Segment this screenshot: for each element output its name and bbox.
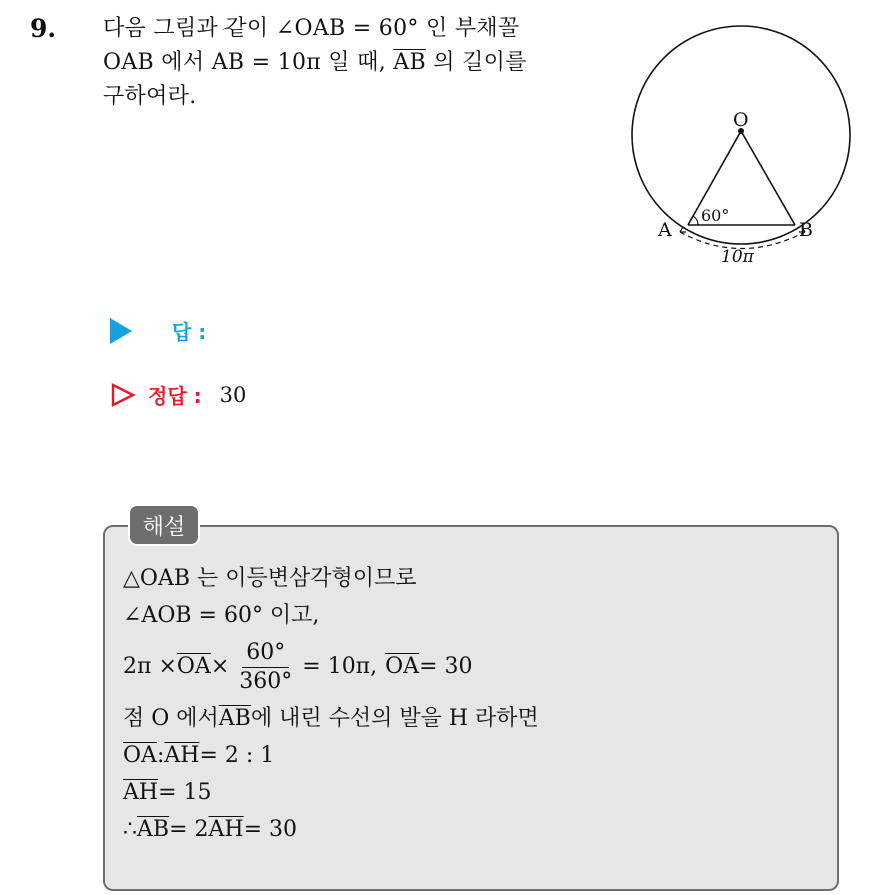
question-line-2 — [103, 46, 613, 80]
solution-fragment: 에 내린 수선의 발을 H 라하면 — [250, 705, 539, 731]
solution-fragment: 2π × — [123, 654, 177, 679]
correct-answer-row — [110, 380, 246, 409]
solution-line-5 — [123, 737, 823, 774]
solution-fragment: = 30 — [419, 654, 473, 679]
correct-answer-label: 정답 : — [148, 384, 202, 408]
solution-fragment: 점 O 에서 — [123, 705, 219, 731]
segment-ab-symbol: $\overline{AB}$ — [137, 816, 170, 842]
sector-figure — [625, 20, 860, 275]
play-triangle-icon — [110, 318, 132, 344]
solution-line-7 — [123, 811, 823, 848]
arc-length-label: 10π — [721, 247, 754, 267]
correct-answer-value: 30 — [219, 382, 247, 407]
segment-ah-symbol: $\overline{AH}$ — [123, 779, 159, 805]
fraction-numerator: 60° — [242, 639, 289, 668]
angle-label: 60° — [701, 206, 730, 225]
solution-content — [123, 560, 823, 848]
segment-oa-symbol: $\overline{OA}$ — [176, 654, 211, 679]
label-a: A — [658, 219, 672, 241]
answer-row — [110, 316, 206, 345]
outline-triangle-icon — [110, 382, 136, 408]
solution-fragment: × — [210, 654, 230, 679]
solution-fragment: = 2 : 1 — [199, 742, 275, 768]
question-line-3: 구하여라. — [103, 84, 197, 109]
segment-ab-symbol: $\overline{AB}$ — [393, 50, 426, 75]
segment-ob — [741, 131, 795, 225]
segment-ab-symbol: $\overline{AB}$ — [218, 705, 251, 731]
solution-fragment: : — [156, 742, 165, 768]
solution-fragment: = 10π, — [302, 654, 378, 679]
segment-oa-symbol: $\overline{OA}$ — [123, 742, 157, 768]
arc-ab-symbol: ⌒ AB — [212, 46, 245, 80]
angle-arc-a — [693, 216, 698, 225]
segment-ah-symbol: $\overline{AH}$ — [164, 742, 200, 768]
segment-oa-symbol: $\overline{OA}$ — [385, 654, 420, 679]
solution-line-2: ∠AOB = 60° 이고, — [123, 602, 320, 628]
question-text-fragment: OAB 에서 — [103, 50, 212, 75]
label-b: B — [799, 219, 813, 241]
question-text-fragment: = 10π 일 때, — [244, 50, 394, 75]
solution-fragment: = 2 — [169, 816, 209, 842]
solution-fragment: = 30 — [243, 816, 297, 842]
circle-outline — [632, 26, 850, 244]
question-number: 9. — [30, 14, 57, 43]
fraction — [235, 639, 296, 696]
fraction-denominator: 360° — [239, 668, 293, 694]
question-text-fragment: 의 길이를 — [425, 50, 527, 75]
solution-line-6 — [123, 774, 823, 811]
question-text — [103, 12, 613, 114]
question-line-1: 다음 그림과 같이 ∠OAB = 60° 인 부채꼴 — [103, 16, 520, 41]
solution-tab: 해설 — [128, 504, 200, 546]
therefore-symbol: ∴ — [123, 816, 137, 842]
answer-label: 답 : — [172, 320, 207, 344]
segment-ah-symbol: $\overline{AH}$ — [208, 816, 244, 842]
solution-fragment: = 15 — [158, 779, 212, 805]
solution-line-3 — [123, 634, 823, 700]
solution-line-1: △OAB 는 이등변삼각형이므로 — [123, 565, 417, 591]
solution-line-4 — [123, 700, 823, 737]
label-o: O — [733, 109, 749, 131]
